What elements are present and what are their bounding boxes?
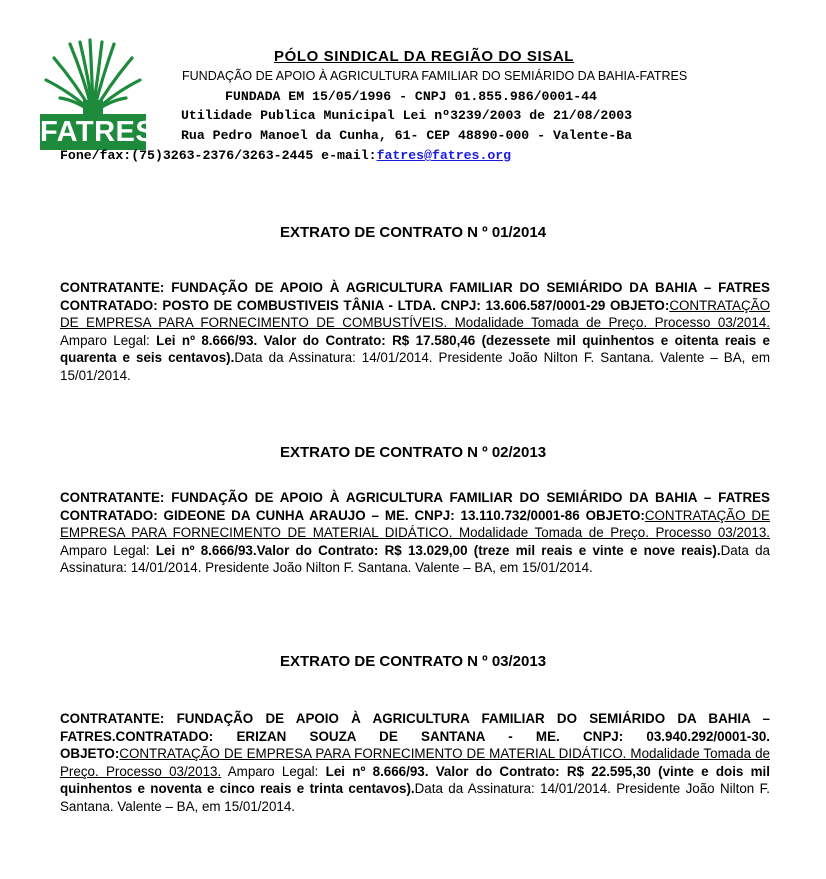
public-utility-law: Utilidade Publica Municipal Lei nº3239/2003 de 21/08/2003	[181, 108, 633, 123]
contract-body-2	[60, 489, 770, 577]
contract-body-3	[60, 710, 770, 816]
contact-line	[60, 148, 511, 163]
contract-body-1	[60, 279, 770, 385]
logo-wordmark: FATRES	[40, 116, 156, 148]
objeto-label: OBJETO:	[585, 507, 645, 523]
sisal-plant-icon	[40, 36, 146, 116]
email-link[interactable]: fatres@fatres.org	[376, 148, 512, 163]
contract-parties: CONTRATANTE: FUNDAÇÃO DE APOIO À AGRICULTURA FAMILIAR DO SEMIÁRIDO DA BAHIA – FATRES CONTRATADO: POSTO DE COMBUSTIVEIS TÂNIA - LTDA. CNPJ: 13.606.587/0001-29	[60, 280, 770, 313]
objeto-text: CONTRATAÇÃO DE EMPRESA PARA FORNECIMENTO DE MATERIAL DIDÁTICO. Modalidade Tomada de Preço. Processo 03/2013.	[60, 746, 770, 779]
contract-title-3: EXTRATO DE CONTRATO N º 03/2013	[279, 653, 547, 670]
signature-info: Data da Assinatura: 14/01/2014. Presidente João Nilton F. Santana. Valente – BA, em 15/01/2014.	[60, 781, 770, 814]
objeto-label: OBJETO:	[60, 746, 120, 762]
address: Rua Pedro Manoel da Cunha, 61- CEP 48890-000 - Valente-Ba	[181, 128, 633, 143]
signature-info: Data da Assinatura: 14/01/2014. Presidente João Nilton F. Santana. Valente – BA, em 15/01/2014.	[60, 350, 770, 383]
amparo-label: Amparo Legal:	[60, 332, 157, 348]
objeto-label: OBJETO:	[610, 297, 670, 313]
contract-parties: CONTRATANTE: FUNDAÇÃO DE APOIO À AGRICULTURA FAMILIAR DO SEMIÁRIDO DA BAHIA – FATRES CONTRATADO: GIDEONE DA CUNHA ARAUJO – ME. CNPJ: 13.110.732/0001-86	[60, 490, 770, 523]
founding-info: FUNDADA EM 15/05/1996 - CNPJ 01.855.986/0001-44	[225, 89, 597, 104]
contract-title-1: EXTRATO DE CONTRATO N º 01/2014	[279, 224, 547, 241]
contract-value: Lei nº 8.666/93. Valor do Contrato: R$ 22.595,30 (vinte e dois mil quinhentos e noventa e cinco reais e trinta centavos).	[60, 763, 770, 797]
union-title: PÓLO SINDICAL DA REGIÃO DO SISAL	[274, 48, 575, 65]
objeto-text: CONTRATAÇÃO DE EMPRESA PARA FORNECIMENTO DE COMBUSTÍVEIS. Modalidade Tomada de Preço. Processo 03/2014.	[60, 297, 770, 331]
contract-value: Lei nº 8.666/93.Valor do Contrato: R$ 13.029,00 (treze mil reais e vinte e nove reais).	[155, 542, 721, 558]
amparo-label: Amparo Legal:	[221, 763, 326, 779]
objeto-text: CONTRATAÇÃO DE EMPRESA PARA FORNECIMENTO DE MATERIAL DIDÁTICO. Modalidade Tomada de Preço. Processo 03/2013.	[60, 507, 770, 541]
signature-info: Data da Assinatura: 14/01/2014. Presidente João Nilton F. Santana. Valente – BA, em 15/01/2014.	[60, 542, 771, 576]
amparo-label: Amparo Legal:	[60, 542, 156, 558]
foundation-name: FUNDAÇÃO DE APOIO À AGRICULTURA FAMILIAR DO SEMIÁRIDO DA BAHIA-FATRES	[182, 69, 688, 83]
contract-parties: CONTRATANTE: FUNDAÇÃO DE APOIO À AGRICULTURA FAMILIAR DO SEMIÁRIDO DA BAHIA – FATRES.CONTRATADO: ERIZAN SOUZA DE SANTANA - ME. CNPJ: 03.940.292/0001-30.	[60, 711, 770, 744]
phone-fax: Fone/fax:(75)3263-2376/3263-2445 e-mail:	[60, 148, 377, 163]
contract-title-2: EXTRATO DE CONTRATO N º 02/2013	[279, 444, 547, 461]
fatres-logo	[40, 36, 156, 150]
contract-value: Lei nº 8.666/93. Valor do Contrato: R$ 17.580,46 (dezessete mil quinhentos e oitenta reais e quarenta e seis centavos).	[60, 332, 770, 366]
